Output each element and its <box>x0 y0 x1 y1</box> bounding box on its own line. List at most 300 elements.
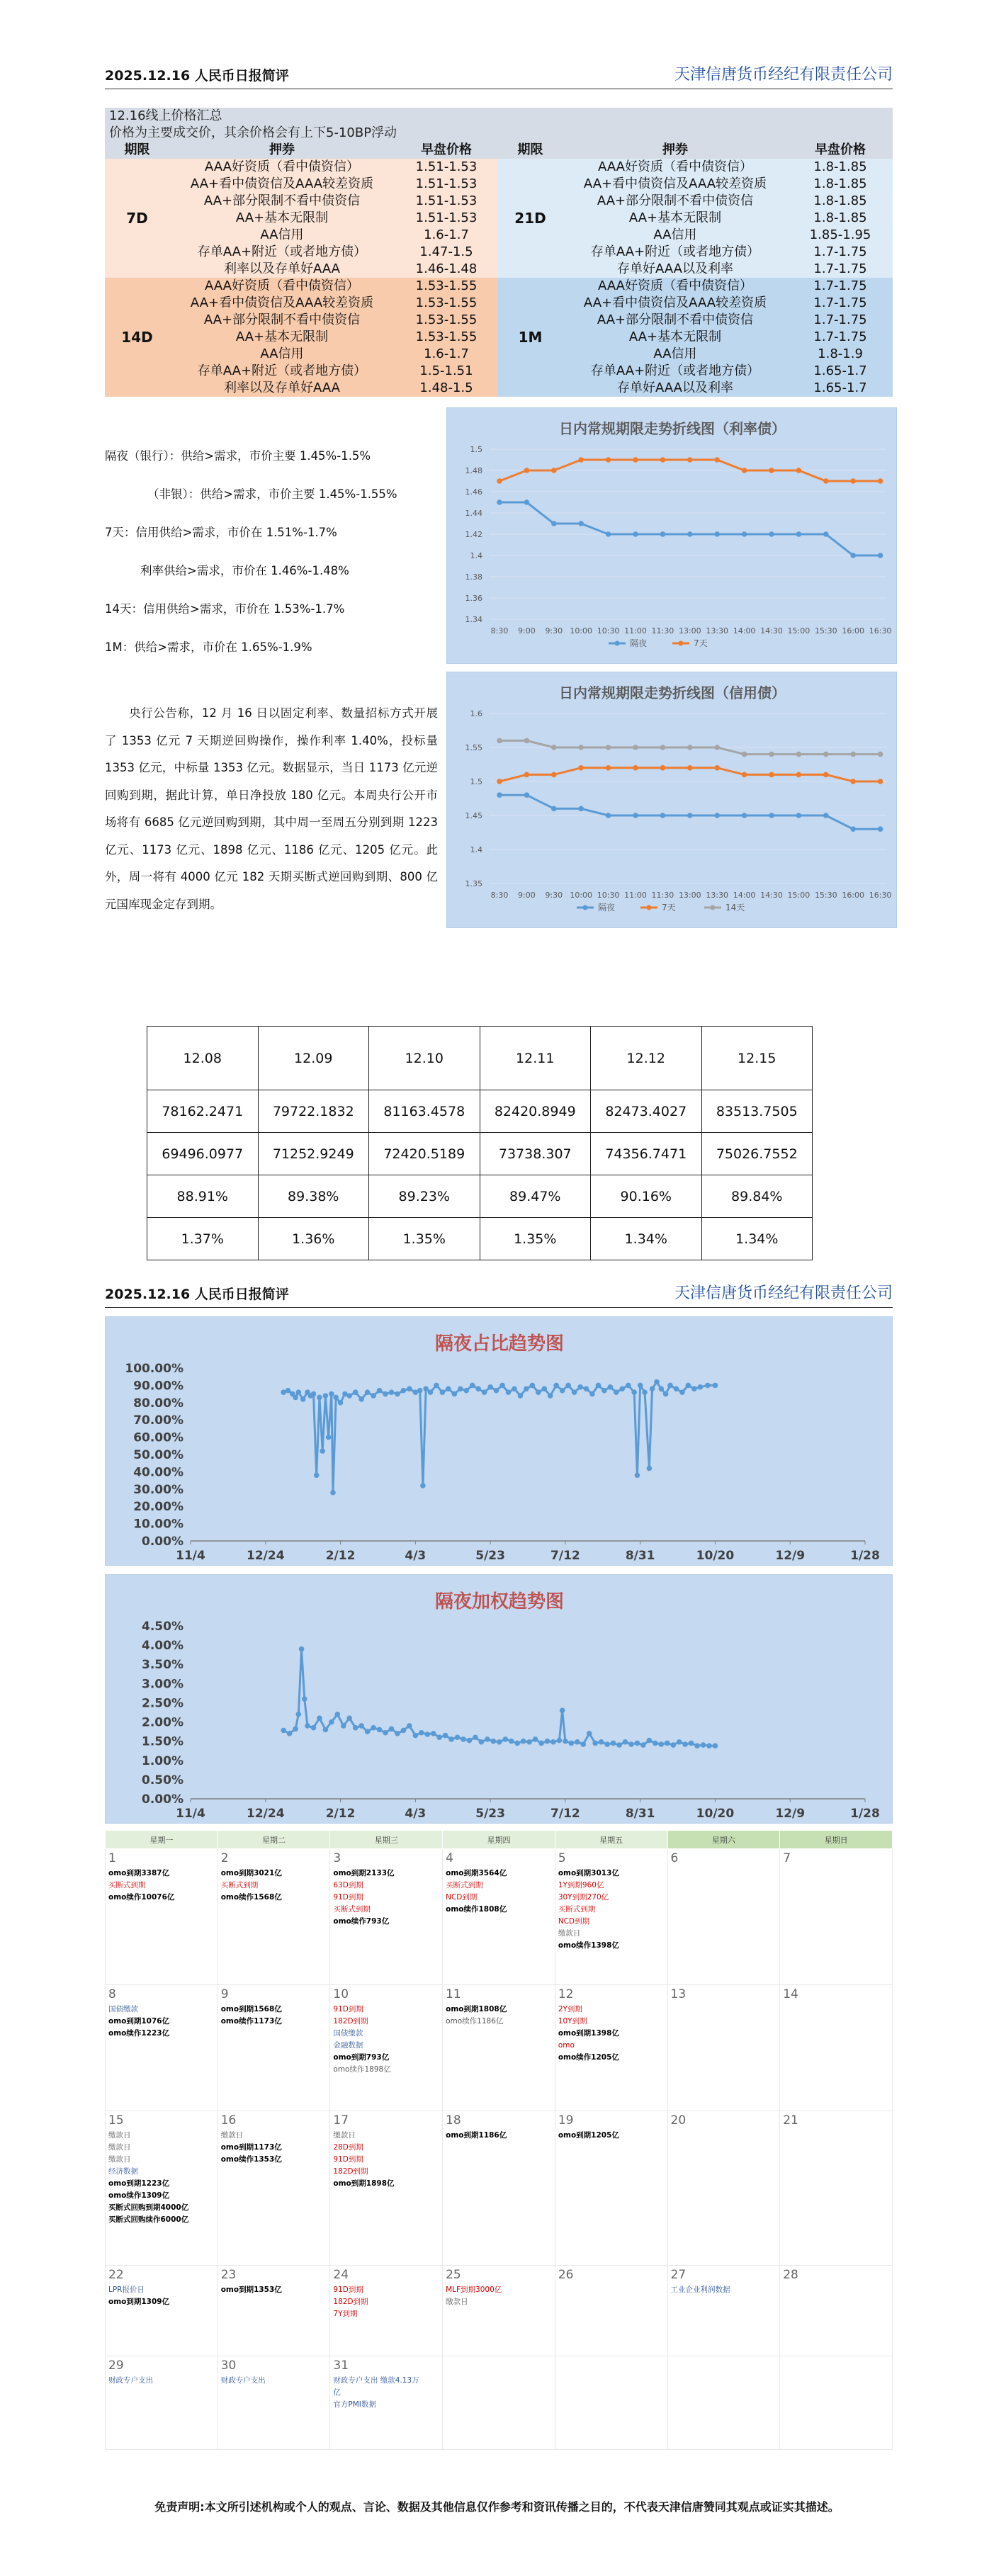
calendar-event: omo到期3564亿 <box>446 1869 507 1877</box>
data-point <box>330 1490 336 1496</box>
chart-credit-bond-svg <box>447 672 898 929</box>
table-cell: 89.47% <box>480 1175 591 1218</box>
collateral-cell: AAA好资质（看中债资信） <box>563 159 788 176</box>
calendar-event: 1Y到期960亿 <box>558 1881 604 1889</box>
table-cell: 12.08 <box>147 1027 259 1090</box>
calendar-event: 财政专户支出 <box>220 2376 266 2385</box>
price-cell: 1.8-1.85 <box>788 210 893 227</box>
data-point <box>413 1733 419 1739</box>
table-cell: 1.37% <box>147 1218 259 1260</box>
day-number: 7 <box>783 1851 791 1865</box>
x-tick-label: 8/31 <box>625 1549 655 1563</box>
table-cell: 71252.9249 <box>258 1133 369 1175</box>
calendar-event: omo续作1353亿 <box>220 2155 282 2164</box>
calendar-day[interactable] <box>780 2111 893 2266</box>
y-tick-label: 1.46 <box>465 487 482 497</box>
data-point <box>431 1731 436 1736</box>
calendar-day[interactable] <box>330 2356 443 2450</box>
column-header: 押券 <box>169 142 395 159</box>
table-cell: 83513.7505 <box>701 1090 813 1133</box>
x-tick-label: 13:30 <box>706 626 729 635</box>
weekday-header: 星期二 <box>218 1831 330 1849</box>
y-tick-label: 1.00% <box>142 1753 183 1768</box>
data-point <box>560 1707 565 1713</box>
x-tick-label: 12/9 <box>775 1549 806 1563</box>
calendar-day[interactable] <box>780 2356 893 2450</box>
price-cell: 1.85-1.95 <box>788 227 893 244</box>
table-cell: 12.09 <box>258 1027 369 1090</box>
data-point <box>631 1389 637 1395</box>
data-point <box>293 1395 298 1401</box>
data-point <box>823 772 829 778</box>
calendar-week <box>106 1849 893 1985</box>
data-point <box>524 1386 529 1391</box>
calendar-day[interactable] <box>443 2266 555 2356</box>
y-tick-label: 70.00% <box>133 1413 183 1428</box>
table-cell: 1.35% <box>369 1218 480 1260</box>
collateral-cell: AA信用 <box>169 227 395 244</box>
data-point <box>614 1389 619 1395</box>
price-cell: 1.6-1.7 <box>395 227 498 244</box>
data-point <box>524 499 530 505</box>
data-point <box>551 745 557 750</box>
data-point <box>674 1386 679 1391</box>
calendar-event: 买断式到期 <box>220 1881 259 1889</box>
calendar-day[interactable] <box>667 2356 780 2450</box>
data-point <box>541 1386 547 1391</box>
calendar-day[interactable] <box>218 1849 330 1985</box>
legend-label: 7天 <box>694 638 708 648</box>
data-point <box>470 1383 475 1389</box>
data-point <box>878 826 883 832</box>
price-cell: 1.8-1.9 <box>788 346 893 363</box>
calendar-event: 国债缴款 <box>108 2005 138 2013</box>
table-cell: 89.23% <box>369 1175 480 1218</box>
collateral-cell: AAA好资质（看中债资信） <box>169 159 395 176</box>
collateral-cell: 存单好AAA以及利率 <box>563 261 788 278</box>
data-point <box>293 1727 298 1732</box>
calendar-day[interactable] <box>106 2111 218 2266</box>
price-cell: 1.8-1.85 <box>788 193 893 210</box>
data-point <box>311 1725 317 1731</box>
calendar-day[interactable] <box>218 2356 330 2450</box>
x-tick-label: 10:30 <box>597 891 620 900</box>
price-cell: 1.7-1.75 <box>788 244 893 261</box>
collateral-cell: AA+看中债资信及AAA较差资质 <box>169 176 395 193</box>
price-cell: 1.7-1.75 <box>788 278 893 295</box>
series-line <box>499 502 881 555</box>
report-title: 2025.12.16 人民币日报简评 <box>105 68 289 84</box>
data-point <box>323 1727 329 1733</box>
calendar-day[interactable] <box>780 1849 893 1985</box>
data-point <box>626 1383 631 1389</box>
calendar-event: 金融数据 <box>333 2041 363 2050</box>
data-point <box>461 1736 466 1742</box>
calendar-event: 官方PMI数据 <box>333 2400 376 2409</box>
calendar-event: 缴款日 <box>108 2155 131 2164</box>
column-header: 期限 <box>498 142 563 159</box>
data-point <box>633 457 638 463</box>
x-tick-label: 2/12 <box>325 1807 356 1821</box>
data-point <box>714 765 720 771</box>
y-tick-label: 3.00% <box>142 1677 183 1692</box>
calendar-event: 30Y到期270亿 <box>558 1893 609 1902</box>
x-tick-label: 9:00 <box>518 626 536 635</box>
data-point <box>796 468 802 473</box>
data-point <box>660 745 666 750</box>
calendar-day[interactable] <box>780 1985 893 2111</box>
data-point <box>434 1383 439 1389</box>
data-point <box>560 1388 565 1394</box>
data-point <box>653 1741 658 1746</box>
x-tick-label: 4/3 <box>405 1807 427 1821</box>
y-tick-label: 10.00% <box>133 1517 183 1532</box>
data-point <box>423 1386 429 1391</box>
collateral-cell: 存单好AAA以及利率 <box>563 380 788 397</box>
data-point <box>587 1731 592 1736</box>
y-tick-label: 90.00% <box>133 1379 183 1394</box>
data-point <box>578 745 584 750</box>
data-point <box>640 1742 646 1748</box>
data-point <box>338 1400 344 1406</box>
calendar-event: omo到期1173亿 <box>220 2143 282 2152</box>
x-tick-label: 8:30 <box>490 626 509 635</box>
data-point <box>611 1741 616 1746</box>
calendar-day[interactable] <box>555 1985 667 2111</box>
y-tick-label: 1.42 <box>465 530 482 539</box>
legend-item <box>704 903 745 913</box>
disclaimer: 免责声明:本文所引述机构或个人的观点、言论、数据及其他信息仅作参考和资讯传播之目的，不代表天津信唐赞同其观点或证实其描述。 <box>154 2500 840 2514</box>
day-number: 21 <box>783 2113 798 2128</box>
x-tick-label: 2/12 <box>325 1549 356 1563</box>
calendar-day[interactable] <box>667 1985 780 2111</box>
calendar-event: 182D到期 <box>333 2298 368 2306</box>
day-number: 30 <box>220 2358 237 2373</box>
data-point <box>647 1466 653 1471</box>
table-caption: 12.16线上价格汇总 <box>105 108 893 125</box>
price-cell: 1.47-1.5 <box>395 244 498 261</box>
calendar-event: omo到期1223亿 <box>108 2179 170 2188</box>
x-tick-label: 8:30 <box>490 891 509 900</box>
data-point <box>377 1727 383 1733</box>
day-number: 16 <box>220 2113 237 2128</box>
data-point <box>713 1383 718 1389</box>
calendar-day[interactable] <box>667 2266 780 2356</box>
y-tick-label: 4.50% <box>142 1620 183 1634</box>
data-point <box>358 1396 364 1402</box>
column-header: 早盘价格 <box>788 142 893 159</box>
chart-rate-bond-svg <box>447 408 898 665</box>
table-cell: 79722.1832 <box>258 1090 369 1133</box>
data-point <box>401 1728 407 1734</box>
data-point <box>311 1391 317 1397</box>
data-point <box>701 1742 706 1748</box>
data-point <box>383 1730 388 1736</box>
data-point <box>658 1741 664 1747</box>
data-point <box>584 1386 589 1391</box>
data-point <box>383 1391 388 1397</box>
legend-label: 14天 <box>725 903 745 913</box>
calendar-day[interactable] <box>443 2356 555 2450</box>
data-point <box>796 813 802 818</box>
caption-row <box>105 125 893 142</box>
rate-note: 隔夜（银行）：供给>需求，市价主要 1.45%-1.5% <box>105 449 371 463</box>
collateral-cell: AA+基本无限制 <box>169 329 395 346</box>
table-row <box>147 1218 813 1260</box>
collateral-cell: AA+部分限制不看中债资信 <box>169 312 395 329</box>
table-row <box>147 1175 813 1218</box>
x-tick-label: 12/9 <box>775 1807 806 1821</box>
collateral-cell: 存单AA+附近（或者地方债） <box>563 244 788 261</box>
data-point <box>616 1742 622 1748</box>
data-point <box>850 826 856 832</box>
calendar-event: 买断式到期 <box>558 1905 596 1914</box>
calendar-event: omo续作1186亿 <box>446 2017 504 2026</box>
calendar-day[interactable] <box>443 1849 555 1985</box>
calendar-week <box>106 2111 893 2266</box>
calendar-day[interactable] <box>555 2266 667 2356</box>
table-cell: 81163.4578 <box>369 1090 480 1133</box>
table-cell: 82473.4027 <box>591 1090 702 1133</box>
calendar-event: 2Y到期 <box>558 2005 582 2013</box>
day-number: 9 <box>220 1987 229 2001</box>
x-tick-label: 16:00 <box>842 891 865 900</box>
data-point <box>485 1736 490 1742</box>
data-point <box>530 1383 536 1389</box>
data-point <box>606 813 611 818</box>
data-point <box>714 457 720 463</box>
x-tick-label: 16:00 <box>842 626 865 635</box>
legend-item <box>609 638 647 648</box>
table-row <box>147 1133 813 1175</box>
data-point <box>563 1739 568 1744</box>
legend-label: 隔夜 <box>598 903 616 913</box>
x-tick-label: 8/31 <box>625 1807 655 1821</box>
data-point <box>660 457 666 463</box>
data-point <box>769 813 774 818</box>
data-point <box>878 478 883 484</box>
data-point <box>557 1738 563 1744</box>
day-number: 1 <box>108 1851 116 1865</box>
weekday-header: 星期三 <box>330 1831 443 1849</box>
price-cell: 1.7-1.75 <box>788 312 893 329</box>
table-row <box>147 1027 813 1090</box>
table-row <box>147 1090 813 1133</box>
data-point <box>353 1389 358 1395</box>
column-header: 押券 <box>563 142 788 159</box>
y-tick-label: 20.00% <box>133 1500 183 1515</box>
data-point <box>443 1733 448 1739</box>
calendar-event: omo续作1568亿 <box>220 1893 282 1902</box>
rate-note: 14天：信用供给>需求，市价在 1.53%-1.7% <box>105 602 345 616</box>
calendar-day[interactable] <box>330 2111 443 2266</box>
data-point <box>296 1712 302 1717</box>
x-tick-label: 16:30 <box>869 891 892 900</box>
day-number: 23 <box>220 2268 237 2282</box>
calendar-day[interactable] <box>106 2356 218 2450</box>
calendar-event: omo到期1398亿 <box>558 2029 619 2038</box>
data-point <box>440 1389 446 1395</box>
x-tick-label: 11/4 <box>176 1549 205 1563</box>
table-cell: 82420.8949 <box>480 1090 591 1133</box>
data-point <box>371 1725 376 1731</box>
calendar-day[interactable] <box>780 2266 893 2356</box>
collateral-cell: 利率以及存单好AAA <box>169 380 395 397</box>
x-tick-label: 5/23 <box>475 1549 505 1563</box>
data-point <box>533 1736 538 1742</box>
data-point <box>333 1395 339 1401</box>
column-header: 期限 <box>105 142 169 159</box>
calendar-event: 10Y到期 <box>558 2017 587 2026</box>
y-tick-label: 3.50% <box>142 1658 183 1673</box>
data-point <box>545 1739 550 1744</box>
day-number: 5 <box>558 1851 566 1865</box>
day-number: 31 <box>333 2358 349 2373</box>
data-point <box>742 752 747 757</box>
data-point <box>665 1741 670 1746</box>
x-tick-label: 14:00 <box>733 891 756 900</box>
weekday-header: 星期四 <box>443 1831 555 1849</box>
data-point <box>305 1723 310 1729</box>
data-point <box>705 1383 711 1389</box>
data-point <box>823 752 829 757</box>
x-tick-label: 14:30 <box>760 626 783 635</box>
data-point <box>497 738 502 744</box>
data-point <box>524 738 530 744</box>
x-tick-label: 1/28 <box>850 1549 880 1563</box>
calendar-day[interactable] <box>330 1985 443 2111</box>
data-point <box>446 1386 451 1391</box>
data-point <box>419 1730 424 1736</box>
data-point <box>575 1739 580 1745</box>
calendar-day[interactable] <box>667 2111 780 2266</box>
collateral-cell: AA+基本无限制 <box>563 210 788 227</box>
y-tick-label: 1.5 <box>470 445 482 454</box>
rate-note: （非银）：供给>需求，市价主要 1.45%-1.55% <box>147 487 397 501</box>
calendar-event: omo到期3021亿 <box>220 1869 282 1877</box>
calendar-day[interactable] <box>555 1849 667 1985</box>
calendar-event: 91D到期 <box>333 2155 363 2164</box>
calendar-day[interactable] <box>218 2111 330 2266</box>
collateral-cell: AA+部分限制不看中债资信 <box>563 193 788 210</box>
data-point <box>633 531 638 537</box>
data-point <box>436 1734 442 1740</box>
data-point <box>424 1732 430 1737</box>
data-point <box>553 1383 559 1389</box>
y-tick-label: 50.00% <box>133 1448 183 1462</box>
data-point <box>714 813 720 818</box>
calendar-day[interactable] <box>106 2266 218 2356</box>
data-point <box>742 772 747 778</box>
data-point <box>377 1388 383 1394</box>
calendar-event: omo到期1353亿 <box>220 2286 282 2294</box>
data-point <box>878 553 883 558</box>
data-point <box>341 1723 346 1729</box>
calendar-day[interactable] <box>555 2111 667 2266</box>
rate-note: 7天：信用供给>需求，市价在 1.51%-1.7% <box>105 526 337 539</box>
data-point <box>407 1386 412 1391</box>
data-point <box>524 468 530 473</box>
collateral-cell: AAA好资质（看中债资信） <box>169 278 395 295</box>
data-point <box>578 521 584 526</box>
collateral-cell: AA+基本无限制 <box>169 210 395 227</box>
data-point <box>714 745 720 750</box>
calendar-day[interactable] <box>106 1849 218 1985</box>
data-point <box>687 765 693 771</box>
data-point <box>320 1448 325 1454</box>
calendar-event: omo续作10076亿 <box>108 1893 175 1902</box>
calendar-day[interactable] <box>555 2356 667 2450</box>
term-cell: 1M <box>498 278 563 397</box>
data-point <box>317 1715 322 1721</box>
data-point <box>796 772 802 778</box>
calendar-event: 买断式回购到期4000亿 <box>108 2203 189 2212</box>
calendar-event: 缴款日 <box>108 2143 131 2152</box>
x-tick-label: 13:30 <box>706 891 729 900</box>
calendar-day[interactable] <box>443 1985 555 2111</box>
data-point <box>687 457 693 463</box>
calendar-day[interactable] <box>330 1849 443 1985</box>
data-point <box>578 457 584 463</box>
data-point <box>463 1388 469 1394</box>
y-tick-label: 40.00% <box>133 1465 183 1480</box>
calendar-week <box>106 1985 893 2111</box>
x-tick-label: 9:00 <box>518 891 536 900</box>
calendar-event: omo到期1568亿 <box>220 2005 282 2013</box>
data-point <box>742 468 747 473</box>
data-point <box>467 1738 473 1744</box>
data-point <box>878 779 883 784</box>
y-tick-label: 4.00% <box>142 1639 183 1654</box>
calendar-day[interactable] <box>667 1849 780 1985</box>
weekday-header: 星期五 <box>555 1831 667 1849</box>
x-tick-label: 15:30 <box>814 891 837 900</box>
calendar-event: omo到期1898亿 <box>333 2179 395 2188</box>
calendar-day[interactable] <box>106 1985 218 2111</box>
calendar-day[interactable] <box>218 1985 330 2111</box>
calendar-event: 91D到期 <box>333 2005 363 2013</box>
table-cell: 89.38% <box>258 1175 369 1218</box>
calendar-day[interactable] <box>443 2111 555 2266</box>
y-tick-label: 1.35 <box>465 879 482 888</box>
calendar-day[interactable] <box>330 2266 443 2356</box>
day-number: 11 <box>446 1987 461 2001</box>
data-point <box>494 1388 499 1394</box>
day-number: 29 <box>108 2358 124 2373</box>
price-cell: 1.53-1.55 <box>395 278 498 295</box>
data-point <box>335 1712 341 1717</box>
data-point <box>691 1386 697 1391</box>
calendar-day[interactable] <box>218 2266 330 2356</box>
x-tick-label: 9:30 <box>545 891 563 900</box>
data-point <box>286 1388 291 1394</box>
data-point <box>635 1741 640 1746</box>
table-cell: 12.10 <box>369 1027 480 1090</box>
chart-overnight-weighted-svg <box>106 1575 893 1824</box>
data-point <box>365 1389 371 1395</box>
data-point <box>389 1389 395 1395</box>
calendar-event: MLF到期3000亿 <box>446 2286 502 2294</box>
x-tick-label: 15:00 <box>787 626 811 635</box>
price-cell: 1.53-1.55 <box>395 329 498 346</box>
data-point <box>823 813 829 818</box>
price-cell: 1.51-1.53 <box>395 159 498 176</box>
data-point <box>572 1389 577 1395</box>
data-point <box>497 478 502 484</box>
calendar-event: omo续作1808亿 <box>446 1905 507 1914</box>
day-number: 17 <box>333 2113 349 2128</box>
y-tick-label: 1.38 <box>465 572 482 582</box>
